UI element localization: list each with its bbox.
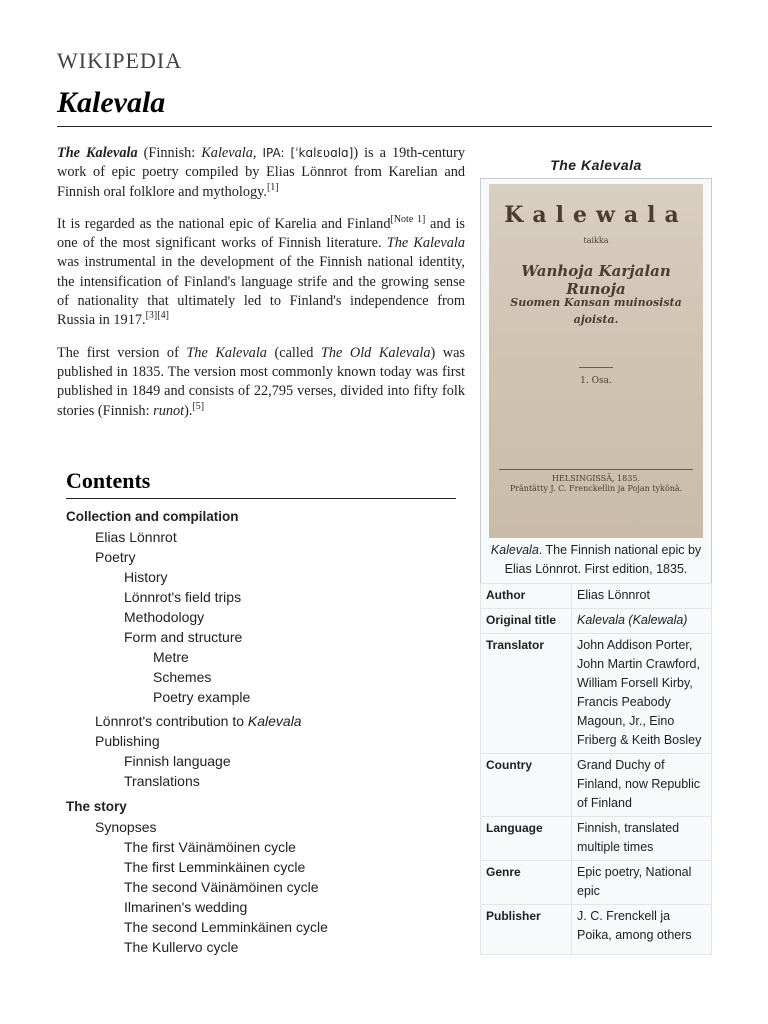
- reference-link[interactable]: [1]: [266, 181, 279, 193]
- infobox-caption: The Kalevala: [550, 157, 642, 173]
- cover-divider: [499, 469, 693, 470]
- toc-item[interactable]: The story: [66, 799, 127, 814]
- text: ) was published in 1835. The version most commonly known today was first published in 1849 and consists of 22,795 verses, divided into fifty folk stories (Finnish:: [57, 344, 465, 419]
- ipa-pronunciation[interactable]: [ˈkɑlɛʋɑlɑ]: [290, 146, 354, 160]
- text: ).: [184, 402, 193, 419]
- row-label: Country: [481, 754, 572, 817]
- infobox-row: [481, 861, 712, 905]
- row-label: Author: [481, 584, 572, 609]
- text: was instrumental in the development of the Finnish national identity, the intensification of Finland's language strife and the growing sense of nationality that ultimately led to Finland's independence from Russia in 1917.: [57, 254, 465, 329]
- text: ) is a 19th-century work of epic poetry compiled by Elias Lönnrot from Karelian and Finnish oral folklore and mythology.: [57, 145, 465, 200]
- row-value[interactable]: Epic poetry, National epic: [572, 861, 712, 905]
- row-value: [572, 609, 712, 634]
- toc-title: Contents: [66, 468, 456, 499]
- row-value[interactable]: Elias Lönnrot: [572, 584, 712, 609]
- cover-text: [489, 294, 703, 328]
- cover-imprint: [489, 474, 703, 494]
- ipa-label-link[interactable]: IPA:: [262, 146, 285, 160]
- row-value[interactable]: Finnish, translated multiple times: [572, 817, 712, 861]
- toc-item[interactable]: Schemes: [153, 669, 212, 685]
- italic-title: The Old Kalevala: [320, 344, 431, 361]
- infobox-row: [481, 584, 712, 609]
- row-label: Genre: [481, 861, 572, 905]
- text: (called: [266, 344, 321, 361]
- toc-item[interactable]: Publishing: [95, 733, 160, 749]
- toc-item-text: Lönnrot's contribution to: [95, 713, 248, 729]
- title-divider: [57, 126, 712, 127]
- text: ,: [252, 145, 263, 161]
- cover-line: Suomen Kansan muinosista: [510, 296, 682, 309]
- cover-volume: 1. Osa.: [580, 376, 612, 386]
- cover-line: Präntätty J. C. Frenckellin ja Pojan tykönä.: [509, 484, 683, 493]
- toc-item[interactable]: Form and structure: [124, 629, 243, 645]
- infobox-image-frame: [480, 178, 712, 583]
- reference-link[interactable]: [3][4]: [145, 310, 169, 322]
- caption-italic: Kalevala: [490, 543, 539, 557]
- row-label: Original title: [481, 609, 572, 634]
- italic-word: runot: [153, 402, 185, 419]
- toc-item[interactable]: [66, 711, 456, 731]
- cover-title: Kalewala: [504, 202, 688, 228]
- table-of-contents: [66, 468, 456, 957]
- toc-item[interactable]: The second Väinämöinen cycle: [124, 879, 319, 895]
- intro-paragraph-3: [57, 344, 465, 421]
- cover-line: ajoista.: [573, 313, 619, 326]
- cover-subtitle: Wanhoja Karjalan Runoja: [521, 262, 671, 298]
- toc-item[interactable]: The first Lemminkäinen cycle: [124, 859, 306, 875]
- finnish-name: Kalevala: [201, 145, 253, 161]
- cover-line: HELSINGISSÄ, 1835.: [552, 474, 640, 483]
- bold-title: The Kalevala: [57, 145, 138, 161]
- note-link[interactable]: [Note 1]: [390, 213, 426, 225]
- toc-item[interactable]: Poetry: [95, 549, 136, 565]
- toc-item[interactable]: Elias Lönnrot: [95, 529, 177, 545]
- toc-item[interactable]: The Kullervo cycle: [124, 939, 239, 955]
- book-cover-image[interactable]: [489, 184, 703, 538]
- cover-text: taikka: [583, 236, 609, 245]
- text: and is one of the most significant works of Finnish literature.: [57, 215, 465, 252]
- infobox: [480, 150, 712, 955]
- reference-link[interactable]: [5]: [192, 400, 205, 412]
- row-value[interactable]: J. C. Frenckell ja Poika, among others: [572, 905, 712, 955]
- toc-item[interactable]: Translations: [124, 773, 200, 789]
- infobox-row: [481, 634, 712, 754]
- toc-item[interactable]: Lönnrot's field trips: [124, 589, 242, 605]
- infobox-row: [481, 817, 712, 861]
- toc-item[interactable]: Methodology: [124, 609, 205, 625]
- row-label: Translator: [481, 634, 572, 754]
- row-label: Language: [481, 817, 572, 861]
- italic-title: The Kalevala: [186, 344, 267, 361]
- toc-item[interactable]: Poetry example: [153, 689, 251, 705]
- text: (Finnish:: [137, 145, 202, 161]
- infobox-table: [480, 583, 712, 955]
- italic-title: The Kalevala: [386, 235, 465, 252]
- text: It is regarded as the national epic of Karelia and Finland: [57, 215, 391, 232]
- article-intro: [57, 144, 465, 434]
- toc-item[interactable]: Ilmarinen's wedding: [124, 899, 248, 915]
- toc-item[interactable]: History: [124, 569, 168, 585]
- text: The first version of: [57, 344, 187, 361]
- toc-item[interactable]: Collection and compilation: [66, 509, 239, 524]
- infobox-row: [481, 609, 712, 634]
- toc-item[interactable]: Synopses: [95, 819, 157, 835]
- row-value[interactable]: John Addison Porter, John Martin Crawford, William Forsell Kirby, Francis Peabody Magoun, Jr., Eino Friberg & Keith Bosley: [572, 634, 712, 754]
- image-caption: [485, 538, 707, 583]
- row-value-italic: Kalevala (Kalewala): [577, 613, 688, 627]
- infobox-row: [481, 905, 712, 955]
- intro-paragraph-1: [57, 144, 465, 202]
- toc-item[interactable]: The first Väinämöinen cycle: [124, 839, 296, 855]
- cover-divider: [579, 367, 613, 368]
- intro-paragraph-2: [57, 215, 465, 331]
- row-label: Publisher: [481, 905, 572, 955]
- row-value[interactable]: Grand Duchy of Finland, now Republic of Finland: [572, 754, 712, 817]
- toc-item-italic: Kalevala: [247, 713, 302, 729]
- toc-item[interactable]: The second Lemminkäinen cycle: [124, 919, 328, 935]
- caption-text: . The Finnish national epic by Elias Lönnrot. First edition, 1835.: [504, 543, 702, 576]
- page-title: Kalevala: [57, 86, 166, 119]
- wikipedia-logo[interactable]: WIKIPEDIA: [57, 48, 183, 73]
- infobox-row: [481, 754, 712, 817]
- toc-item[interactable]: Metre: [153, 649, 189, 665]
- toc-item[interactable]: Finnish language: [124, 753, 231, 769]
